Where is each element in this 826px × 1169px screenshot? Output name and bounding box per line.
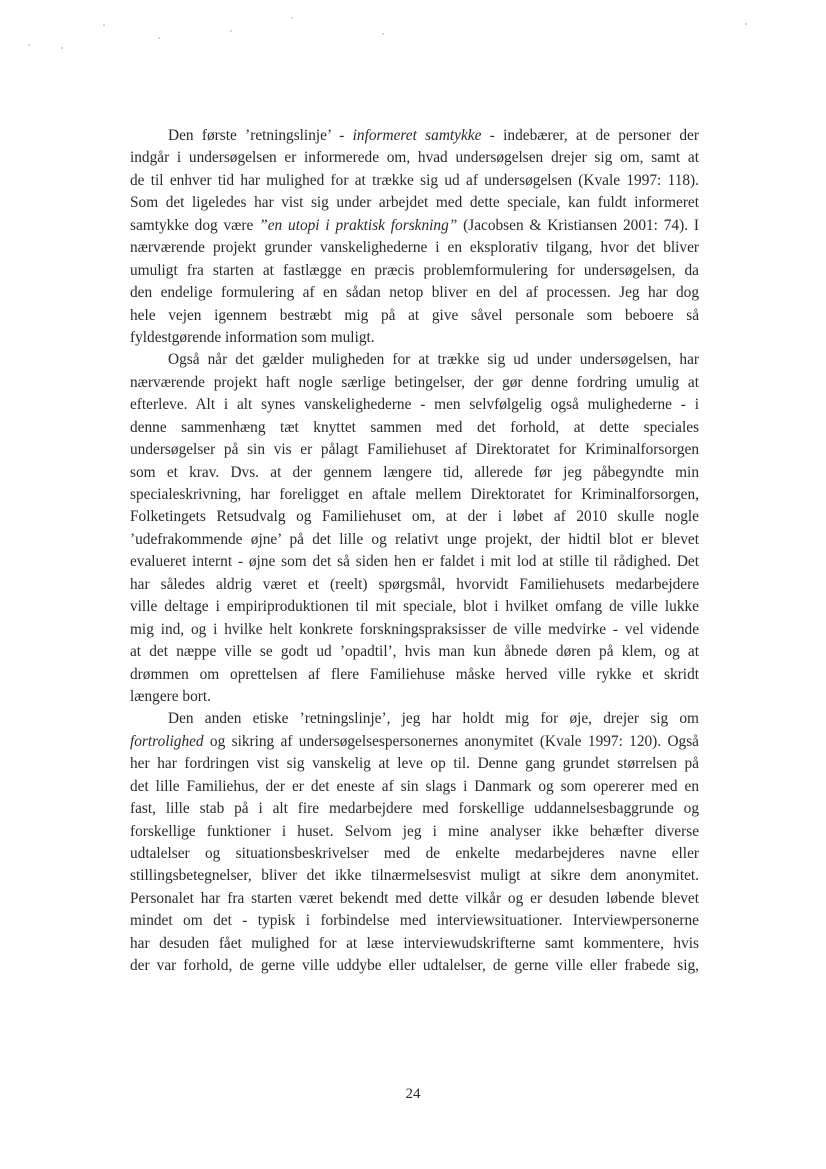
text-run: denne sammenhæng tæt knyttet sammen med det forhold, at dette speciales (130, 418, 699, 436)
text-line (130, 417, 699, 439)
text-line (130, 731, 699, 753)
text-run: at det næppe ville se godt ud ’opadtil’, hvis man kun åbnede døren på klem, og at (130, 643, 699, 661)
paragraph (130, 708, 699, 977)
text-run: drømmen om oprettelsen af flere Familiehuse måske herved ville rykke et skridt (130, 665, 699, 683)
text-run: ’udefrakommende øjne’ på det lille og relativt unge projekt, der hidtil blot er blevet (130, 530, 699, 548)
text-run: de til enhver tid har mulighed for at trække sig ud af undersøgelsen (Kvale 1997: 118). (130, 171, 699, 189)
text-line (130, 798, 699, 820)
text-run: umuligt fra starten at fastlægge en præcis problemformulering for undersøgelsen, da (130, 261, 699, 279)
text-line (130, 394, 699, 416)
text-line (130, 641, 699, 663)
text-run: fast, lille stab på i alt fire medarbejdere med forskellige uddannelsesbaggrunde og (130, 800, 699, 818)
text-run: fyldestgørende information som muligt. (130, 328, 375, 346)
page-number: 24 (405, 1086, 421, 1102)
paragraph (130, 349, 699, 708)
text-line (130, 215, 699, 237)
text-line (130, 327, 699, 349)
text-line (130, 708, 699, 730)
text-line (130, 372, 699, 394)
text-line (130, 686, 699, 708)
italic-text: ”en utopi i praktisk forskning” (259, 216, 458, 234)
text-line (130, 282, 699, 304)
text-run: har desuden fået mulighed for at læse interviewudskrifterne samt kommentere, hvis (130, 934, 699, 952)
text-run: mig ind, og i hvilke helt konkrete forskningspraksisser de ville medvirke - vel vidende (130, 620, 699, 638)
text-line (130, 439, 699, 461)
text-run: som et krav. Dvs. at der gennem længere tid, allerede før jeg påbegyndte min (130, 463, 699, 481)
text-run: nærværende projekt grunder vanskelighederne i en eksplorativ tilgang, hvor det bliver (130, 239, 699, 257)
text-run: nærværende projekt haft nogle særlige betingelser, der gør denne fordring umulig at (130, 373, 699, 391)
text-line (130, 349, 699, 371)
text-line (130, 910, 699, 932)
text-run: stillingsbetegnelser, bliver det ikke tilnærmelsesvist muligt at sikre dem anonymitet. (130, 867, 699, 885)
text-run: (Jacobsen & Kristiansen 2001: 74). I (457, 216, 700, 234)
text-run: Personalet har fra starten været bekendt med dette vilkår og er desuden løbende blevet (130, 889, 699, 907)
text-line (130, 843, 699, 865)
text-run: Som det ligeledes har vist sig under arbejdet med dette speciale, kan fuldt informeret (130, 194, 699, 212)
text-line (130, 865, 699, 887)
text-line (130, 596, 699, 618)
text-line (130, 125, 699, 147)
text-line (130, 462, 699, 484)
text-run: Den anden etiske ’retningslinje’, jeg har holdt mig for øje, drejer sig om (168, 710, 699, 728)
italic-text: informeret samtykke (352, 127, 482, 144)
text-run: efterleve. Alt i alt synes vanskelighederne - men selvfølgelig også mulighederne - i (130, 396, 699, 414)
text-run: længere bort. (130, 687, 211, 705)
text-line (130, 776, 699, 798)
body-text (130, 125, 699, 978)
text-run: ville deltage i empiriproduktionen til mit speciale, blot i hvilket omfang de ville lukke (130, 598, 699, 616)
text-line (130, 506, 699, 528)
text-run: mindet om det - typisk i forbindelse med interviewsituationer. Interviewpersonerne (130, 912, 699, 930)
text-run: der var forhold, de gerne ville uddybe eller udtalelser, de gerne ville eller frabede sig, (130, 957, 699, 975)
text-line (130, 888, 699, 910)
text-run: hele vejen igennem bestræbt mig på at give såvel personale som beboere så (130, 306, 699, 324)
text-run: Folketingets Retsudvalg og Familiehuset om, at der i løbet af 2010 skulle nogle (130, 508, 699, 526)
text-line (130, 753, 699, 775)
text-run: den endelige formulering af en sådan netop bliver en del af processen. Jeg har dog (130, 284, 699, 302)
italic-text: fortrolighed (130, 732, 204, 750)
text-run: indgår i undersøgelsen er informerede om, hvad undersøgelsen drejer sig om, samt at (130, 149, 699, 167)
text-run: har således aldrig været et (reelt) spørgsmål, hvorvidt Familiehusets medarbejdere (130, 575, 699, 593)
text-run: og sikring af undersøgelsespersonernes anonymitet (Kvale 1997: 120). Også (203, 732, 699, 750)
text-line (130, 305, 699, 327)
text-run: her har fordringen vist sig vanskelig at leve op til. Denne gang grundet størrelsen på (130, 755, 699, 773)
text-line (130, 170, 699, 192)
text-run: Også når det gælder muligheden for at trække sig ud under undersøgelsen, har (168, 351, 699, 369)
text-run: undersøgelser på sin vis er pålagt Familiehuset af Direktoratet for Kriminalforsorgen (130, 441, 699, 459)
text-line (130, 260, 699, 282)
text-run: samtykke dog være (130, 216, 260, 234)
text-run: specialeskrivning, har foreligget en aftale mellem Direktoratet for Kriminalforsorgen, (130, 486, 699, 503)
text-line (130, 551, 699, 573)
text-line (130, 933, 699, 955)
text-run: evalueret internt - øjne som det så siden hen er faldet i mit lod at stille til rådighed. Det (130, 553, 699, 571)
text-line (130, 619, 699, 641)
text-line (130, 529, 699, 551)
text-line (130, 192, 699, 214)
text-run: - indebærer, at de personer der (481, 127, 699, 144)
text-line (130, 484, 699, 506)
text-line (130, 237, 699, 259)
text-run: det lille Familiehus, der er det eneste af sin slags i Danmark og som opererer med en (130, 777, 699, 795)
text-line (130, 821, 699, 843)
paragraph (130, 125, 699, 349)
text-run: Den første ’retningslinje’ - (168, 127, 353, 144)
text-run: forskellige funktioner i huset. Selvom jeg i mine analyser ikke behæfter diverse (130, 822, 699, 840)
text-line (130, 664, 699, 686)
text-line (130, 574, 699, 596)
text-run: udtalelser og situationsbeskrivelser med de enkelte medarbejderes navne eller (130, 845, 699, 862)
text-line (130, 147, 699, 169)
text-line (130, 955, 699, 977)
